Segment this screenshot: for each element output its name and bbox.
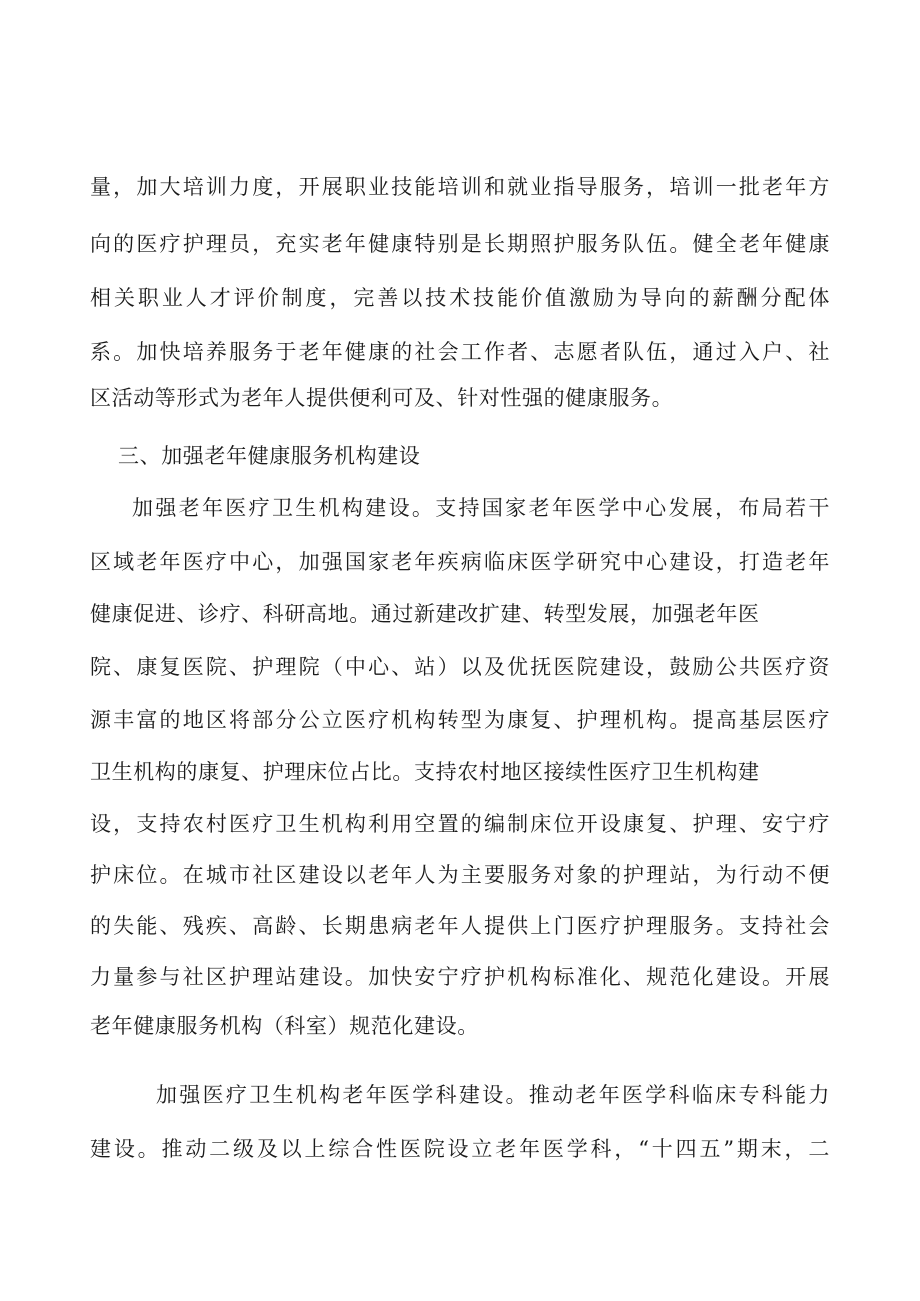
paragraph-2-line-9: 的失能、残疾、高龄、长期患病老年人提供上门医疗护理服务。支持社会 — [90, 914, 830, 938]
paragraph-3-line-2: 建设。推动二级及以上综合性医院设立老年医学科，“十四五”期末，二 — [90, 1137, 830, 1161]
paragraph-1-line-5: 区活动等形式为老年人提供便利可及、针对性强的健康服务。 — [90, 386, 674, 410]
paragraph-2-line-3: 健康促进、诊疗、科研高地。通过新建改扩建、转型发展，加强老年医 — [90, 602, 760, 626]
section-heading: 三、加强老年健康服务机构建设 — [118, 444, 421, 468]
paragraph-2-line-10: 力量参与社区护理站建设。加快安宁疗护机构标准化、规范化建设。开展 — [90, 965, 830, 989]
paragraph-3-line-1: 加强医疗卫生机构老年医学科建设。推动老年医学科临床专科能力 — [156, 1083, 830, 1107]
paragraph-2-line-8: 护床位。在城市社区建设以老年人为主要服务对象的护理站，为行动不便 — [90, 863, 830, 887]
paragraph-1-line-1: 量，加大培训力度，开展职业技能培训和就业指导服务，培训一批老年方 — [90, 175, 830, 199]
paragraph-2-line-4: 院、康复医院、护理院（中心、站）以及优抚医院建设，鼓励公共医疗资 — [90, 655, 830, 679]
paragraph-2-line-5: 源丰富的地区将部分公立医疗机构转型为康复、护理机构。提高基层医疗 — [90, 708, 830, 732]
paragraph-2-line-11: 老年健康服务机构（科室）规范化建设。 — [90, 1014, 479, 1038]
paragraph-1-line-3: 相关职业人才评价制度，完善以技术技能价值激励为导向的薪酬分配体 — [90, 286, 830, 310]
paragraph-2-line-6: 卫生机构的康复、护理床位占比。支持农村地区接续性医疗卫生机构建 — [90, 760, 760, 784]
paragraph-1-line-4: 系。加快培养服务于老年健康的社会工作者、志愿者队伍，通过入户、社 — [90, 340, 830, 364]
paragraph-2-line-2: 区域老年医疗中心，加强国家老年疾病临床医学研究中心建设，打造老年 — [90, 550, 830, 574]
paragraph-1-line-2: 向的医疗护理员，充实老年健康特别是长期照护服务队伍。健全老年健康 — [90, 232, 830, 256]
paragraph-2-line-7: 设，支持农村医疗卫生机构利用空置的编制床位开设康复、护理、安宁疗 — [90, 812, 830, 836]
paragraph-2-line-1: 加强老年医疗卫生机构建设。支持国家老年医学中心发展，布局若干 — [132, 496, 830, 520]
